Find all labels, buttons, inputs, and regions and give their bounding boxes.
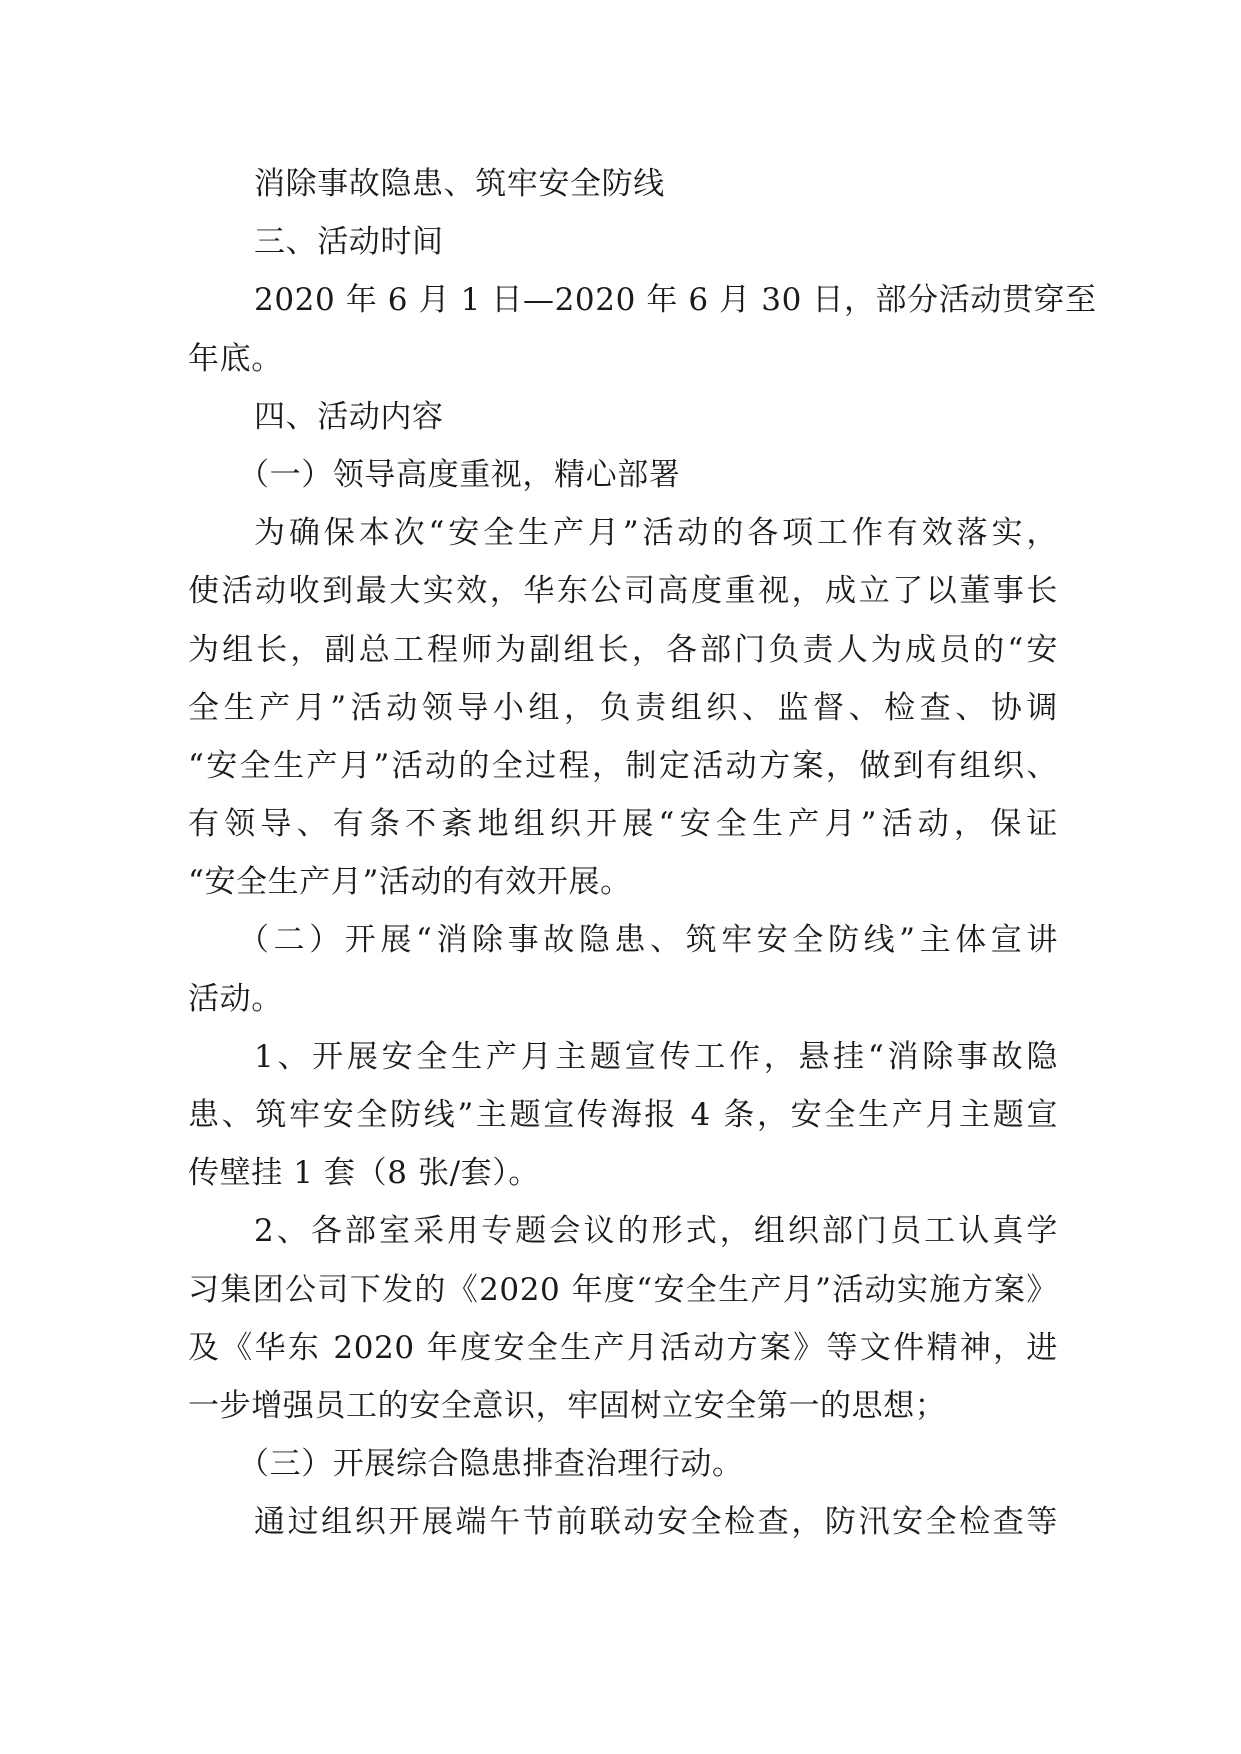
- paragraph-line: “安全生产月”活动的有效开展。: [188, 864, 632, 901]
- paragraph-line: 为确保本次“安全生产月”活动的各项工作有效落实，: [254, 515, 1058, 552]
- subsection-heading-3: （三）开展综合隐患排查治理行动。: [238, 1446, 744, 1483]
- paragraph-line: 习集团公司下发的《2020 年度“安全生产月”活动实施方案》: [188, 1271, 1058, 1308]
- paragraph-line: 2020 年 6 月 1 日—2020 年 6 月 30 日，部分活动贯穿至: [254, 282, 1097, 319]
- paragraph-line: “安全生产月”活动的全过程，制定活动方案，做到有组织、: [188, 747, 1058, 784]
- paragraph-line: 年底。: [188, 340, 283, 377]
- subsection-heading-2: （二）开展“消除事故隐患、筑牢安全防线”主体宣讲: [238, 922, 1058, 959]
- section-heading-activity-time: 三、活动时间: [254, 224, 444, 261]
- theme-line: 消除事故隐患、筑牢安全防线: [254, 166, 665, 202]
- subsection-heading-1: （一）领导高度重视，精心部署: [238, 456, 681, 493]
- document-body: [188, 155, 1097, 1552]
- paragraph-line: 为组长，副总工程师为副组长，各部门负责人为成员的“安: [188, 631, 1058, 668]
- paragraph-line: 一步增强员工的安全意识，牢固树立安全第一的思想；: [188, 1387, 947, 1424]
- paragraph-line: 使活动收到最大实效，华东公司高度重视，成立了以董事长: [188, 573, 1058, 610]
- paragraph-line: 活动。: [188, 980, 283, 1017]
- paragraph-line: 患、筑牢安全防线”主题宣传海报 4 条，安全生产月主题宣: [188, 1097, 1058, 1133]
- paragraph-line: 传壁挂 1 套（8 张/套）。: [188, 1155, 540, 1192]
- paragraph-line: 全生产月”活动领导小组，负责组织、监督、检查、协调: [188, 689, 1058, 726]
- paragraph-line: 通过组织开展端午节前联动安全检查，防汛安全检查等: [254, 1504, 1058, 1541]
- paragraph-line: 1、开展安全生产月主题宣传工作，悬挂“消除事故隐: [254, 1038, 1058, 1075]
- section-heading-activity-content: 四、活动内容: [254, 398, 444, 435]
- paragraph-line: 有领导、有条不紊地组织开展“安全生产月”活动，保证: [188, 806, 1058, 843]
- paragraph-line: 及《华东 2020 年度安全生产月活动方案》等文件精神，进: [188, 1329, 1058, 1366]
- paragraph-line: 2、各部室采用专题会议的形式，组织部门员工认真学: [254, 1213, 1058, 1250]
